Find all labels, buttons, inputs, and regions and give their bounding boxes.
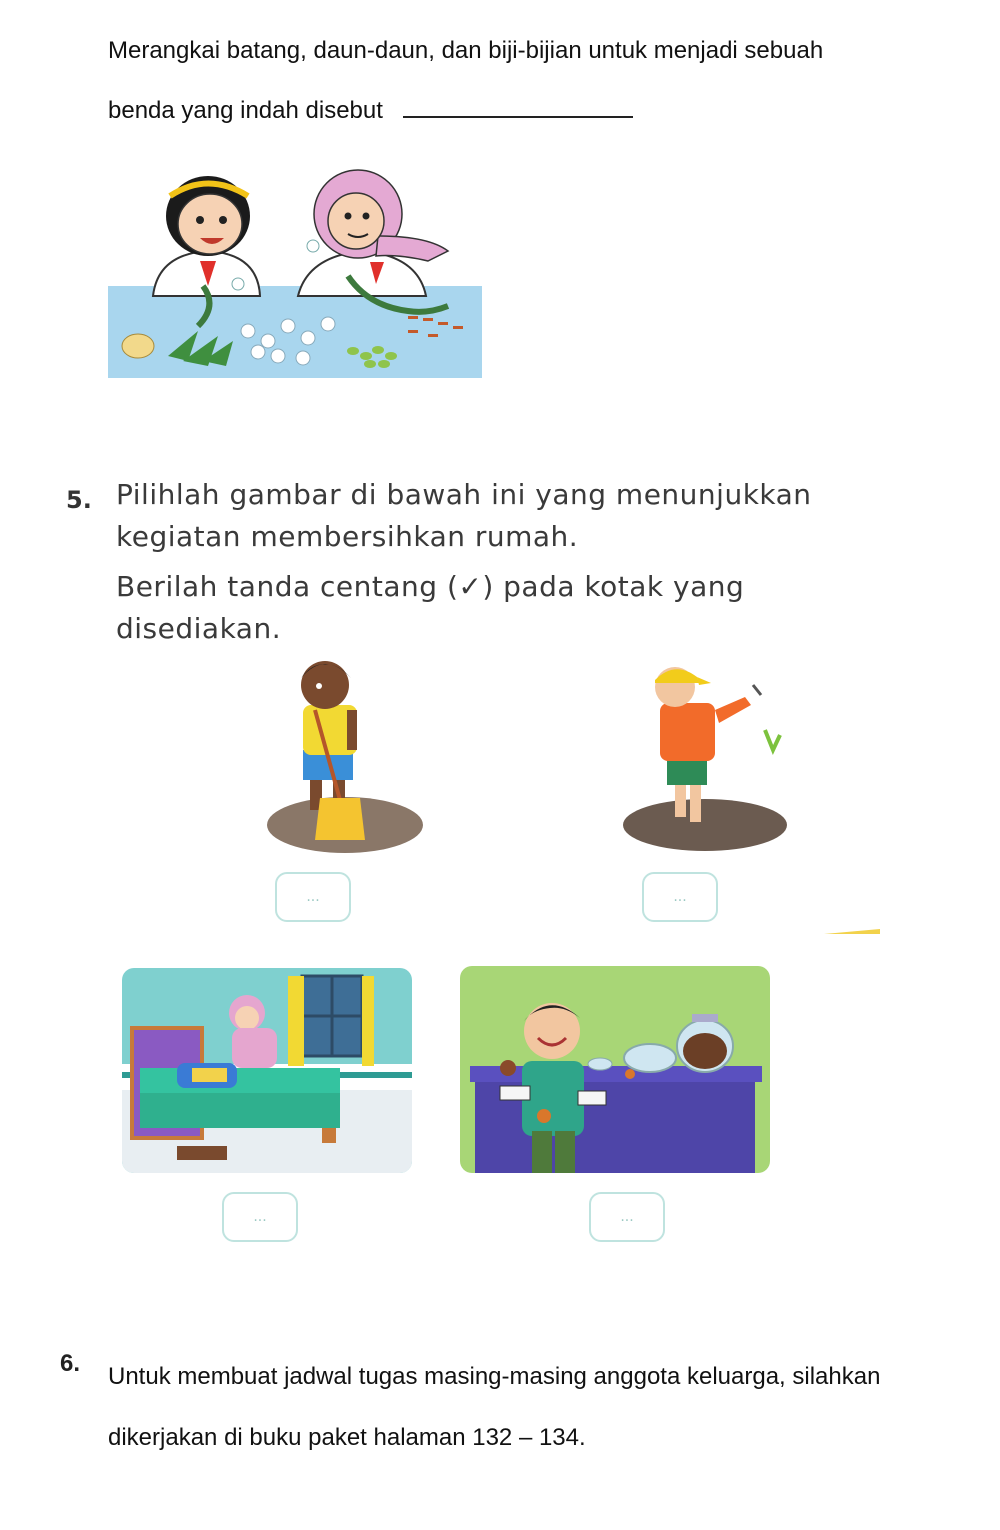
- boy-littering-illustration: [615, 655, 790, 860]
- checkbox-eating-cookies[interactable]: ...: [589, 1192, 665, 1242]
- question-4-text-line2-label: benda yang indah disebut: [108, 97, 383, 124]
- flower-arranging-illustration: [108, 166, 482, 378]
- question-5-number: 5.: [66, 486, 92, 514]
- question-6-text-line2: dikerjakan di buku paket halaman 132 – 134.: [108, 1424, 586, 1451]
- question-4-text-line1: Merangkai batang, daun-daun, dan biji-bijian untuk menjadi sebuah: [108, 37, 824, 64]
- question-6-text-line1: Untuk membuat jadwal tugas masing-masing anggota keluarga, silahkan: [108, 1363, 881, 1390]
- girl-making-bed-illustration: [122, 968, 412, 1173]
- boy-sweeping-illustration: [265, 650, 435, 860]
- question-5-instruction-line1: Pilihlah gambar di bawah ini yang menunjukkan: [116, 478, 812, 511]
- checkbox-littering[interactable]: ...: [642, 872, 718, 922]
- checkbox-sweeping[interactable]: ...: [275, 872, 351, 922]
- question-5-instruction-line3: Berilah tanda centang (✓) pada kotak yang: [116, 570, 745, 603]
- question-5-instruction-line2: kegiatan membersihkan rumah.: [116, 520, 579, 553]
- checkbox-making-bed[interactable]: ...: [222, 1192, 298, 1242]
- question-4-text-line2: [108, 94, 633, 128]
- decorative-stroke: [824, 922, 880, 930]
- answer-blank[interactable]: [403, 94, 633, 118]
- question-6-number: 6.: [60, 1350, 81, 1377]
- question-5-instruction-line4: disediakan.: [116, 612, 282, 645]
- boy-eating-cookies-illustration: [460, 966, 770, 1173]
